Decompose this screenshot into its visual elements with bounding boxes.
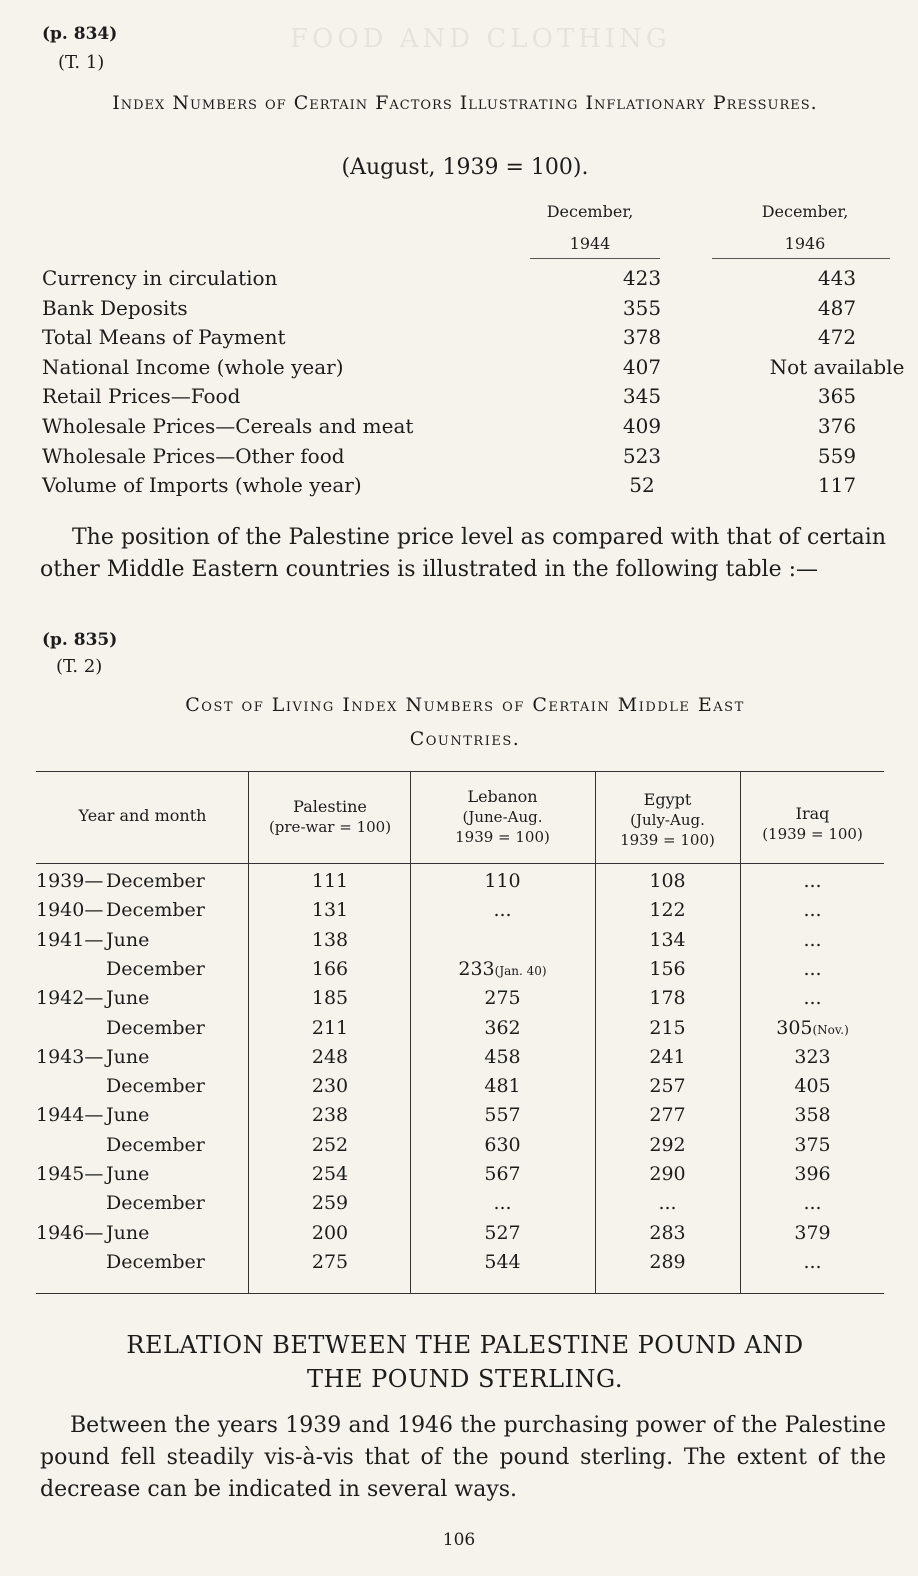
palestine-value: 254 — [311, 1163, 349, 1185]
table1-row-label: National Income (whole year) — [42, 354, 344, 379]
table2-year-month — [36, 870, 236, 892]
table1-row-label: Wholesale Prices—Cereals and meat — [42, 414, 414, 438]
table2-year: 1945— — [36, 1163, 104, 1185]
table2-year-month — [36, 1163, 236, 1185]
table2-row — [0, 958, 918, 987]
table1-subtitle: (August, 1939 = 100). — [341, 155, 589, 180]
lebanon-name: Lebanon — [467, 787, 538, 806]
table1-value-1946: Not available — [769, 354, 905, 379]
table2-year-month — [36, 1192, 236, 1214]
table2-month: December — [106, 899, 205, 922]
lebanon-cell — [410, 870, 595, 892]
palestine-value: 259 — [311, 1192, 349, 1215]
egypt-value: 290 — [649, 1163, 686, 1185]
table2-year: 1943— — [36, 1045, 104, 1068]
palestine-value: 200 — [311, 1221, 349, 1244]
iraq-cell — [740, 1192, 885, 1214]
iraq-cell — [740, 1017, 885, 1039]
iraq-cell — [740, 870, 885, 892]
egypt-value: 241 — [649, 1045, 686, 1068]
table1-value-1946: 559 — [817, 443, 857, 468]
section-heading-line2: THE POUND STERLING. — [307, 1365, 623, 1393]
table2-row — [0, 870, 918, 899]
page-reference-834: (p. 834) — [42, 24, 118, 44]
iraq-value: 405 — [794, 1075, 831, 1098]
table2-month: June — [106, 987, 150, 1010]
lebanon-note: (Jan. 40) — [494, 963, 547, 978]
palestine-value: 185 — [311, 987, 349, 1010]
lebanon-cell — [410, 958, 595, 980]
lebanon-cell — [410, 1222, 595, 1244]
table2-header-lebanon — [410, 787, 595, 847]
table2-year: 1939— — [36, 870, 104, 892]
table1-value-1946: 376 — [817, 414, 857, 438]
palestine-value: 166 — [311, 957, 349, 980]
lebanon-value: 362 — [484, 1016, 521, 1039]
table1-value-1946: 472 — [817, 325, 857, 350]
table1-value-1946: 365 — [817, 384, 857, 409]
iraq-value: ... — [803, 1250, 822, 1273]
iraq-value: 379 — [794, 1221, 831, 1244]
show-through-header: FOOD AND CLOTHING — [290, 24, 671, 54]
iraq-value: 305 — [776, 1016, 813, 1039]
table1-col2-rule — [712, 258, 890, 259]
egypt-value: 289 — [649, 1250, 686, 1273]
egypt-name: Egypt — [643, 790, 692, 809]
table1-col1-month: December, — [546, 202, 634, 221]
egypt-value: 122 — [649, 899, 686, 922]
table1-row-label: Currency in circulation — [42, 266, 278, 290]
palestine-base: (pre-war = 100) — [268, 818, 392, 836]
iraq-cell — [740, 958, 885, 980]
table2-year: 1940— — [36, 899, 104, 922]
table1-row-label: Volume of Imports (whole year) — [42, 473, 362, 498]
palestine-value: 211 — [311, 1016, 349, 1039]
egypt-value: 178 — [649, 987, 686, 1010]
table2-row — [0, 1104, 918, 1133]
table2-top-rule — [36, 771, 884, 772]
lebanon-cell — [410, 1075, 595, 1097]
table1-row-label: Total Means of Payment — [42, 325, 286, 350]
table1-value-1944: 355 — [622, 295, 662, 320]
iraq-cell — [740, 1163, 885, 1185]
table1-row-label: Wholesale Prices—Other food — [42, 443, 345, 468]
table2-year-month — [36, 1017, 236, 1039]
table2-row — [0, 1222, 918, 1251]
iraq-value: ... — [803, 957, 822, 980]
table2-month: December — [106, 870, 205, 892]
table1-title: Index Numbers of Certain Factors Illustrating Inflationary Pressures. — [112, 92, 818, 114]
iraq-cell — [740, 1251, 885, 1273]
lebanon-value: 527 — [484, 1221, 521, 1244]
iraq-note: (Nov.) — [812, 1022, 849, 1037]
egypt-value: 257 — [649, 1075, 686, 1098]
closing-paragraph: Between the years 1939 and 1946 the purchasing power of the Palestine pound fell steadily vis-à-vis that of the pound sterling. The extent of the decrease can be indicated in several ways. — [40, 1413, 886, 1502]
table1-col2-year: 1946 — [784, 234, 826, 253]
table2-month: December — [106, 1133, 205, 1156]
lebanon-cell — [410, 1251, 595, 1273]
palestine-value: 111 — [311, 870, 349, 892]
table2-month: December — [106, 1075, 205, 1098]
egypt-base-2: 1939 = 100) — [620, 831, 715, 849]
lebanon-cell — [410, 1134, 595, 1156]
iraq-cell — [740, 899, 885, 921]
table1-value-1944: 407 — [622, 354, 662, 379]
palestine-value: 238 — [311, 1104, 349, 1127]
table2-title-line1: Cost of Living Index Numbers of Certain Middle East — [185, 694, 745, 716]
table2-month: December — [106, 1192, 205, 1215]
iraq-cell — [740, 1222, 885, 1244]
page-number: 106 — [442, 1530, 476, 1550]
iraq-value: ... — [803, 928, 822, 951]
palestine-value: 248 — [311, 1045, 349, 1068]
iraq-cell — [740, 1104, 885, 1126]
lebanon-cell — [410, 1104, 595, 1126]
egypt-value: 108 — [649, 870, 686, 892]
iraq-value: 396 — [794, 1163, 831, 1185]
table2-year-month — [36, 958, 236, 980]
palestine-name: Palestine — [293, 797, 367, 816]
table2-year-month — [36, 987, 236, 1009]
table1-row — [42, 444, 902, 474]
table1-row — [42, 266, 902, 296]
palestine-value: 131 — [311, 899, 349, 922]
table2-year-month — [36, 1251, 236, 1273]
section-heading-line1: RELATION BETWEEN THE PALESTINE POUND AND — [126, 1331, 804, 1359]
iraq-base: (1939 = 100) — [762, 825, 863, 843]
table2-header-iraq — [740, 804, 885, 844]
iraq-cell — [740, 929, 885, 951]
table2-header-year-month: Year and month — [78, 806, 207, 825]
table1-row-label: Retail Prices—Food — [42, 384, 241, 409]
table2-month: June — [106, 1104, 150, 1127]
iraq-cell — [740, 1075, 885, 1097]
iraq-value: ... — [803, 987, 822, 1010]
lebanon-cell — [410, 1046, 595, 1068]
table1-row — [42, 414, 902, 444]
iraq-name: Iraq — [795, 804, 830, 823]
egypt-base-1: (July-Aug. — [630, 811, 705, 829]
table2-month: June — [106, 1163, 150, 1185]
iraq-value: ... — [803, 870, 822, 892]
lebanon-value: 233 — [458, 957, 495, 980]
egypt-value: 277 — [649, 1104, 686, 1127]
iraq-value: 358 — [794, 1104, 831, 1127]
table2-month: December — [106, 1016, 205, 1039]
lebanon-value: 458 — [484, 1045, 521, 1068]
egypt-value: 283 — [649, 1221, 686, 1244]
table2-title-line2: Countries. — [409, 728, 521, 750]
table1-value-1944: 423 — [622, 266, 662, 290]
lebanon-cell — [410, 1017, 595, 1039]
lebanon-value: 544 — [484, 1250, 521, 1273]
palestine-value: 230 — [311, 1075, 349, 1098]
table2-row — [0, 1134, 918, 1163]
table1-row-label: Bank Deposits — [42, 295, 188, 320]
iraq-value: 375 — [794, 1133, 831, 1156]
table1-row — [42, 296, 902, 326]
lebanon-value: 481 — [484, 1075, 521, 1098]
table1-row — [42, 354, 905, 385]
lebanon-base-1: (June-Aug. — [462, 808, 543, 826]
table1-value-1944: 523 — [622, 443, 662, 468]
table1-row — [42, 384, 902, 414]
intro-paragraph: The position of the Palestine price level as compared with that of certain other Middle Eastern countries is illustrated in the following table :— — [40, 525, 886, 582]
iraq-value: 323 — [794, 1045, 831, 1068]
iraq-value: ... — [803, 1192, 822, 1215]
table2-month: December — [106, 1250, 205, 1273]
table2-month: June — [106, 1221, 150, 1244]
table2-row — [0, 1017, 918, 1046]
table2-row — [0, 1046, 918, 1075]
egypt-value: 292 — [649, 1133, 686, 1156]
table2-month: June — [106, 928, 150, 951]
egypt-value: 134 — [649, 928, 686, 951]
section-heading — [40, 1328, 890, 1396]
table2-header-palestine — [250, 797, 410, 837]
table1-col1-rule — [530, 258, 660, 259]
lebanon-value: 557 — [484, 1104, 521, 1127]
lebanon-cell — [410, 1163, 595, 1185]
iraq-cell — [740, 1134, 885, 1156]
lebanon-cell — [410, 987, 595, 1009]
table2-year-month — [36, 1222, 236, 1244]
table2-year: 1942— — [36, 987, 104, 1010]
table2-year-month — [36, 1075, 236, 1097]
table2-row — [0, 987, 918, 1016]
table2-header-rule — [36, 863, 884, 864]
lebanon-value: ... — [493, 899, 512, 922]
page-reference-835: (p. 835) — [42, 630, 118, 650]
lebanon-value: 110 — [484, 870, 521, 892]
table1-row — [42, 325, 902, 355]
table1-value-1944: 409 — [622, 414, 662, 438]
egypt-value: 156 — [649, 957, 686, 980]
iraq-cell — [740, 987, 885, 1009]
table1-value-1946: 487 — [817, 295, 857, 320]
lebanon-value: ... — [493, 1192, 512, 1215]
table2-row — [0, 1163, 918, 1192]
table1-col2-month: December, — [761, 202, 849, 221]
lebanon-base-2: 1939 = 100) — [455, 828, 550, 846]
table1-col1-year: 1944 — [569, 234, 611, 253]
table2-row — [0, 1192, 918, 1221]
table2-row — [0, 899, 918, 928]
table1-row — [42, 473, 902, 503]
table2-row — [0, 929, 918, 958]
lebanon-cell — [410, 899, 595, 921]
lebanon-cell — [410, 1192, 595, 1214]
table2-month: December — [106, 957, 205, 980]
egypt-value: ... — [658, 1192, 677, 1215]
table-reference-t1: (T. 1) — [58, 52, 105, 73]
table2-header-egypt — [595, 790, 740, 850]
table1-value-1944: 345 — [622, 384, 662, 409]
table2-bottom-rule — [36, 1293, 884, 1294]
table1-value-1946: 443 — [817, 266, 857, 290]
table2-year-month — [36, 1046, 236, 1068]
table2-month: June — [106, 1045, 150, 1068]
lebanon-value: 567 — [484, 1163, 521, 1185]
table2-year-month — [36, 929, 236, 951]
table1-value-1944: 52 — [629, 473, 655, 498]
table2-year: 1941— — [36, 928, 104, 951]
table1-value-1946: 117 — [817, 473, 857, 498]
table-reference-t2: (T. 2) — [56, 656, 103, 677]
table2-year-month — [36, 1104, 236, 1126]
table2-year-month — [36, 1134, 236, 1156]
egypt-value: 215 — [649, 1016, 686, 1039]
palestine-value: 138 — [311, 928, 349, 951]
palestine-value: 252 — [311, 1133, 349, 1156]
lebanon-value: 275 — [484, 987, 521, 1010]
table2-row — [0, 1075, 918, 1104]
table2-year-month — [36, 899, 236, 921]
iraq-value: ... — [803, 899, 822, 922]
palestine-value: 275 — [311, 1250, 349, 1273]
table2-title — [40, 688, 890, 756]
table2-year: 1944— — [36, 1104, 104, 1127]
table2-row — [0, 1251, 918, 1280]
table1-value-1944: 378 — [622, 325, 662, 350]
table2-year: 1946— — [36, 1221, 104, 1244]
iraq-cell — [740, 1046, 885, 1068]
lebanon-value: 630 — [484, 1133, 521, 1156]
